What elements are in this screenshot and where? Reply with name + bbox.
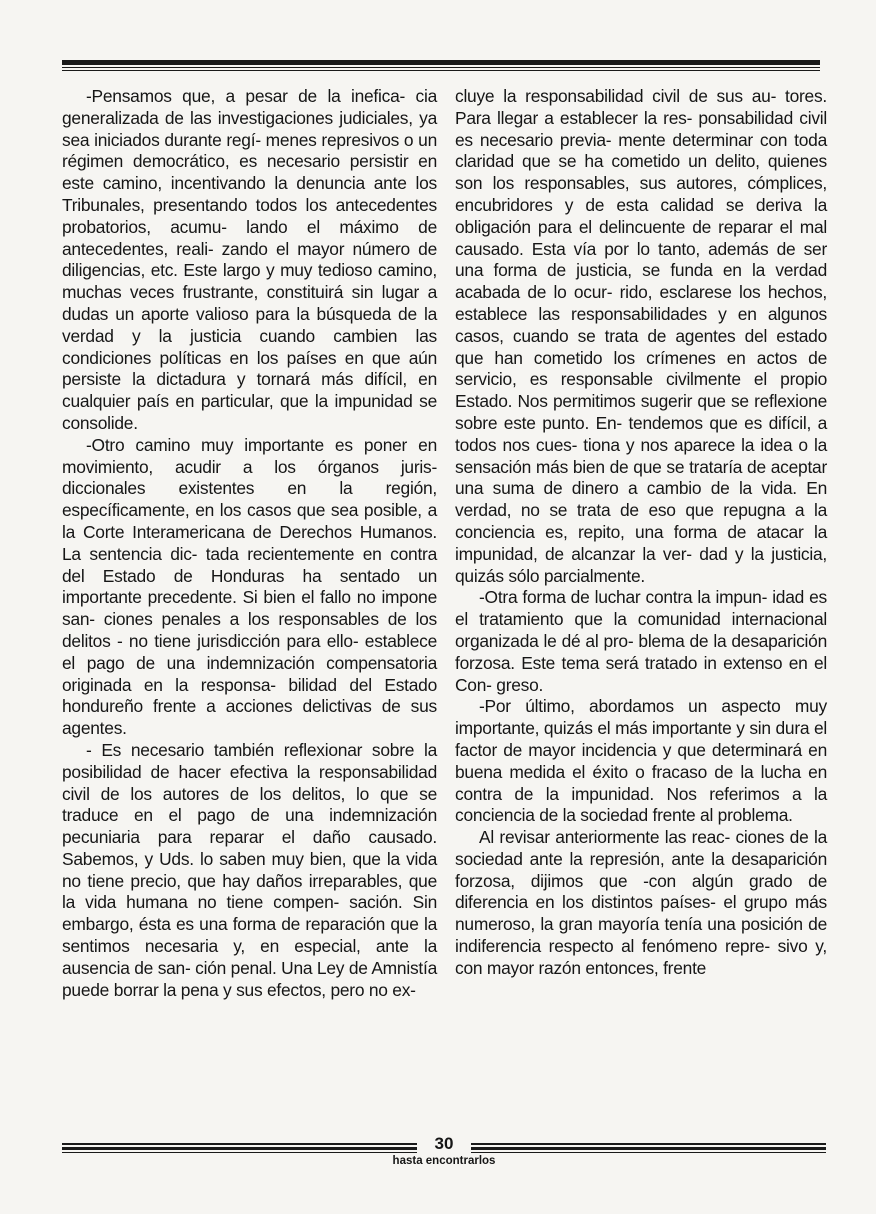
right-column (455, 86, 827, 980)
top-rule (62, 60, 820, 72)
paragraph: Al revisar anteriormente las reac- ciones de la sociedad ante la represión, ante la desaparición forzosa, dijimos que -con algún grado de diferencia en los distintos países- el grupo más numeroso, la gran mayoría tenía una posición de indiferencia respecto al fenómeno repre- sivo y, con mayor razón entonces, frente (455, 827, 827, 978)
page-footer (62, 1134, 826, 1168)
page-number: 30 (434, 1134, 454, 1153)
publication-name: hasta encontrarlos (392, 1155, 496, 1167)
left-column (62, 86, 437, 1001)
footer-rule-right (471, 1143, 826, 1153)
paragraph: -Por último, abordamos un aspecto muy importante, quizás el más importante y sin dura el factor de mayor incidencia y que determinará en buena medida el éxito o fracaso de la lucha en contra de la impunidad. Nos referimos a la conciencia de la sociedad frente al problema. (455, 696, 827, 826)
footer-rule-left (62, 1143, 417, 1153)
paragraph: -Otro camino muy importante es poner en movimiento, acudir a los órganos juris- diccionales existentes en la región, específicamente, en los casos que sea posible, a la Corte Interamericana de Derechos Humanos. La sentencia dic- tada recientemente en contra del Estado de Honduras ha sentado un importante precedente. Si bien el fallo no impone san- ciones penales a los responsables de los delitos - no tiene jurisdicción para ello- establece el pago de una indemnización compensatoria originada en la responsa- bilidad del Estado hondureño frente a acciones delictivas de sus agentes. (62, 434, 437, 739)
paragraph: -Otra forma de luchar contra la impun- idad es el tratamiento que la comunidad internacional organizada le dé al pro- blema de la desaparición forzosa. Este tema será tratado in extenso en el Con- greso. (455, 587, 827, 695)
paragraph: - Es necesario también reflexionar sobre la posibilidad de hacer efectiva la responsabilidad civil de los autores de los delitos, lo que se traduce en el pago de una indemnización pecuniaria para reparar el daño causado. Sabemos, y Uds. lo saben muy bien, que la vida no tiene precio, que hay daños irreparables, que la vida humana no tiene compen- sación. Sin embargo, ésta es una forma de reparación que la sentimos necesaria y, en especial, ante la ausencia de san- ción penal. Una Ley de Amnistía puede borrar la pena y sus efectos, pero no ex- (62, 739, 437, 1000)
paragraph: -Pensamos que, a pesar de la inefica- cia generalizada de las investigaciones judiciales, ya sea iniciados durante regí- menes represivos o un régimen democrático, es necesario persistir en este camino, incentivando la denuncia ante los Tribunales, presentando todos los antecedentes probatorios, acumu- lando el máximo de antecedentes, reali- zando el mayor número de diligencias, etc. Este largo y muy tedioso camino, muchas veces frustrante, constituirá sin lugar a dudas un aporte valioso para la búsqueda de la verdad y la justicia cuando cambien las condiciones políticas en los países en que aún persiste la dictadura y tornará más difícil, en cualquier país en particular, que la impunidad se consolide. (62, 86, 437, 433)
paragraph: cluye la responsabilidad civil de sus au- tores. Para llegar a establecer la res- ponsabilidad civil es necesario previa- mente determinar con toda claridad que se ha cometido un delito, quienes son los responsables, sus autores, cómplices, encubridores y de esta calidad se deriva la obligación para el delincuente de reparar el mal causado. Esta vía por lo tanto, además de ser una forma de justicia, se funda en la verdad acabada de lo ocur- rido, esclarese los hechos, establece las responsabilidades y en algunos casos, cuando se trata de agentes del estado que han cometido los crímenes en actos de servicio, es responsable civilmente el propio Estado. Nos permitimos sugerir que se reflexione sobre este punto. En- tendemos que es difícil, a todos nos cues- tiona y nos aparece la idea o la sensación más bien de que se trataría de aceptar una suma de dinero a cambio de la vida. En verdad, no se trata de eso que repugna a la conciencia es, repito, una forma de atacar la impunidad, de alcanzar la ver- dad y la justicia, quizás sólo parcialmente. (455, 86, 827, 586)
